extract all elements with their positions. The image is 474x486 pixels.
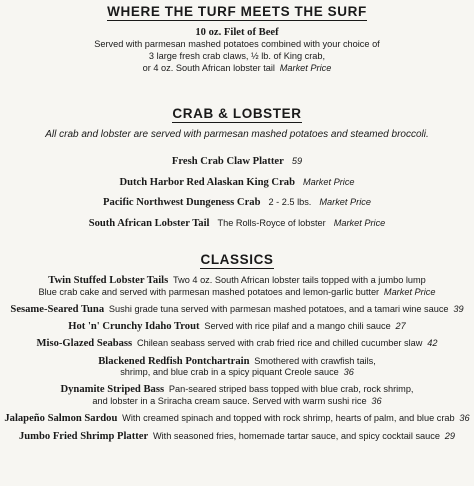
item-name: South African Lobster Tail (88, 217, 210, 229)
item-price: 39 (453, 303, 464, 314)
menu-item (0, 321, 474, 333)
item-desc: 2 - 2.5 lbs. (268, 197, 312, 207)
item-name: Blackened Redfish Pontchartrain (98, 355, 250, 367)
item-name: 10 oz. Filet of Beef (195, 27, 279, 38)
item-price: Market Price (383, 286, 436, 297)
section-turf-surf (0, 4, 474, 21)
menu-item (0, 431, 474, 443)
item-desc-line: With creamed spinach and topped with rock shrimp, hearts of palm, and blue crab (122, 413, 455, 424)
item-price: 36 (459, 413, 470, 424)
item-name: Miso-Glazed Seabass (36, 338, 133, 350)
item-desc-line: 3 large fresh crab claws, ½ lb. of King crab, (148, 50, 326, 61)
item-desc-line: shrimp, and blue crab in a spicy piquant Creole sauce (120, 367, 339, 378)
menu-item (0, 304, 474, 316)
item-price: 36 (343, 367, 354, 378)
item-desc-line: Served with rice pilaf and a mango chili sauce (204, 321, 391, 332)
item-desc-line: Sushi grade tuna served with parmesan mashed potatoes, and a tamari wine sauce (108, 303, 449, 314)
item-desc-line: Two 4 oz. South African lobster tails topped with a jumbo lump (173, 275, 426, 285)
item-price: Market Price (302, 176, 355, 187)
item-desc-line: Blue crab cake and served with parmesan mashed potatoes and lemon-garlic butter (38, 286, 380, 297)
item-price: Market Price (279, 62, 332, 73)
item-name: Dutch Harbor Red Alaskan King Crab (119, 176, 295, 188)
menu-item (0, 150, 474, 171)
item-name: Hot 'n' Crunchy Idaho Trout (68, 321, 200, 333)
item-price: 42 (427, 338, 438, 349)
item-desc-line: With seasoned fries, homemade tartar sauce, and spicy cocktail sauce (152, 430, 440, 441)
section-title: CRAB & LOBSTER (172, 106, 302, 121)
menu-item (0, 275, 474, 298)
section-crab-lobster (0, 106, 474, 123)
menu-item (0, 171, 474, 192)
item-price: 27 (395, 321, 406, 332)
section-title: WHERE THE TURF MEETS THE SURF (107, 4, 367, 19)
item-price: 59 (291, 156, 303, 166)
menu-item (0, 191, 474, 212)
item-desc-line: Served with parmesan mashed potatoes combined with your choice of (94, 38, 380, 49)
item-desc-line: Smothered with crawfish tails, (254, 355, 376, 366)
item-desc-line: or 4 oz. South African lobster tail (142, 62, 275, 73)
menu-item-filet (0, 27, 474, 75)
item-desc-line: Chilean seabass served with crab fried rice and chilled cucumber slaw (136, 338, 423, 349)
item-name: Sesame-Seared Tuna (10, 303, 105, 315)
section-classics (0, 252, 474, 269)
menu-item (0, 356, 474, 379)
item-desc: The Rolls-Royce of lobster (217, 217, 326, 228)
item-name: Fresh Crab Claw Platter (171, 156, 284, 167)
section-title: CLASSICS (200, 252, 274, 267)
menu-item (0, 212, 474, 233)
item-name: Dynamite Striped Bass (60, 384, 165, 396)
item-name: Twin Stuffed Lobster Tails (48, 275, 169, 286)
menu-item (0, 384, 474, 407)
menu-item (0, 413, 474, 425)
item-name: Jumbo Fried Shrimp Platter (18, 430, 149, 442)
item-name: Pacific Northwest Dungeness Crab (103, 197, 261, 208)
menu-item (0, 338, 474, 350)
item-desc-line: Pan-seared striped bass topped with blue crab, rock shrimp, (168, 384, 414, 395)
section-note: All crab and lobster are served with parmesan mashed potatoes and steamed broccoli. (45, 129, 429, 140)
item-price: Market Price (333, 217, 386, 228)
classics-list (0, 275, 474, 448)
item-price: Market Price (319, 197, 371, 207)
item-price: 29 (444, 430, 455, 441)
item-desc-line: and lobster in a Sriracha cream sauce. Served with warm sushi rice (92, 396, 367, 407)
item-price: 36 (371, 396, 382, 407)
item-name: Jalapeño Salmon Sardou (4, 413, 118, 425)
crab-lobster-list (0, 150, 474, 232)
